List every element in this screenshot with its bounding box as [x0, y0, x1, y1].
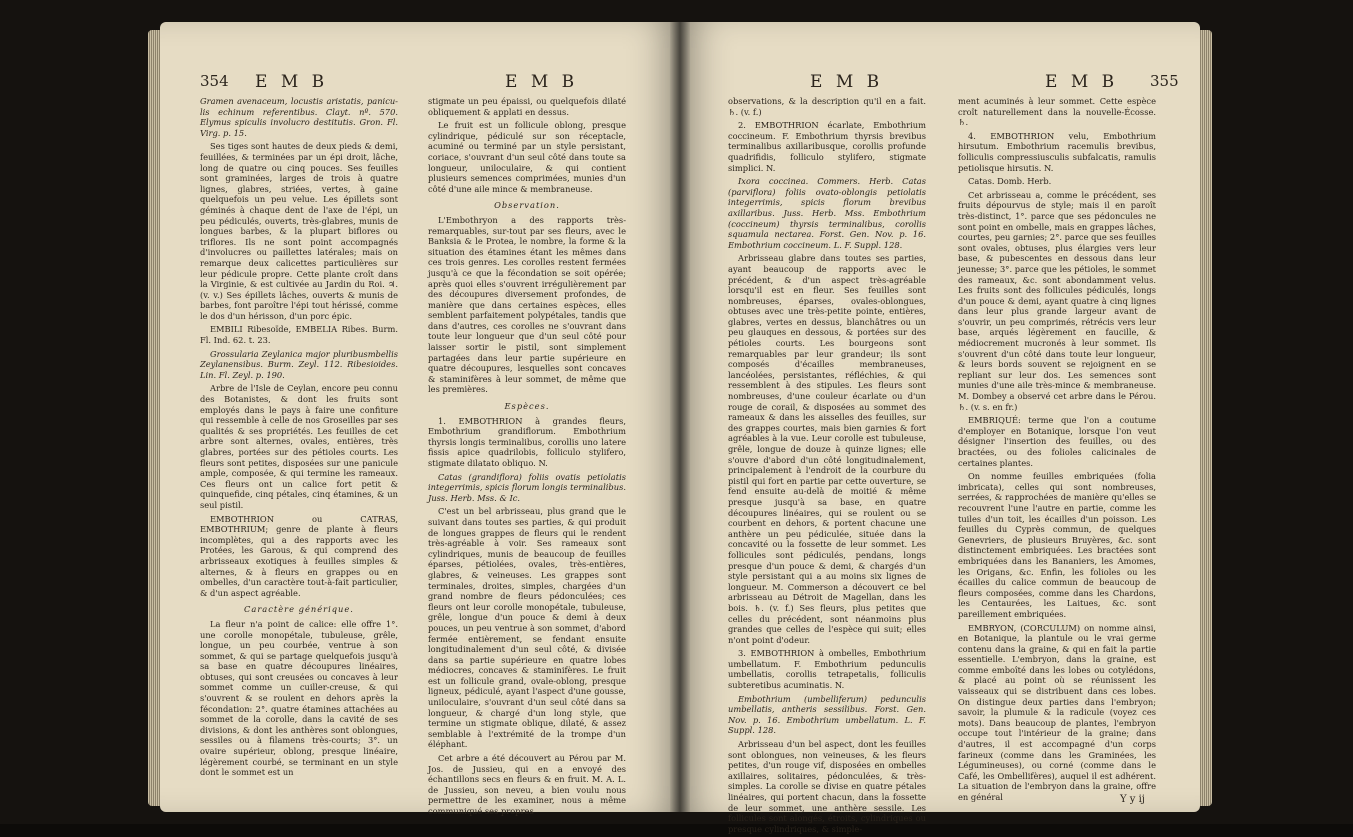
running-header: E M B: [1045, 72, 1119, 92]
paragraph: stigmate un peu épaissi, ou quelquefois dilaté obliquement & applati en dessus.: [428, 96, 626, 117]
paragraph: Grossularia Zeylanica major pluribusmbellis Zeylanensibus. Burm. Zeyl. 112. Ribesioides. Lin. Fl. Zeyl. p. 190.: [200, 348, 398, 380]
paragraph: Catas. Domb. Herb.: [968, 176, 1052, 187]
text-column: [728, 96, 926, 837]
paragraph: Embothrium (umbelliferum) pedunculis umbellatis, antheris sessilibus. Forst. Gen. Nov. p. 16. Embothrium umbellatum. L. F. Suppl. 128.: [728, 693, 926, 736]
page-edges-right: [1200, 30, 1212, 806]
entry-paragraph: EMBILI Ribesoïde, EMBELIA Ribes. Burm. Fl. Ind. 62. t. 23.: [200, 324, 398, 346]
paragraph: L'Embothryon a des rapports très-remarquables, sur-tout par ses fleurs, avec le Banksia & le Protea, le nombre, la forme & la situation des étamines étant les mêmes dans ces trois genres. Les corolles restent fermées jusqu'à ce que la fécondation se soit opérée; après quoi elles s'ouvrent irrégulièrement par des découpures diversement profondes, de manière que dans certaines espèces, elles semblent parfaitement polypétales, tandis que dans d'autres, ces corolles ne s'ouvrant dans toute leur longueur que d'un seul côté pour laisser sortir le pistil, sont simplement partagées dans leur partie supérieure en quatre découpures, lesquelles sont concaves & staminifères à leur sommet, de même que les premières.: [428, 214, 626, 395]
paragraph: Gramen avenaceum, locustis aristatis, panicu-lis echinum referentibus. Clayt. nº. 570. Elymus spiculis involucro destitutis. Gron. Fl. Virg. p. 15.: [200, 96, 398, 138]
signature-mark: Y y ij: [1120, 794, 1145, 805]
page-edges-left: [148, 30, 160, 806]
text-column: [958, 96, 1156, 806]
paragraph: ment acuminés à leur sommet. Cette espèce croît naturellement dans la nouvelle-Écosse. ♄.: [958, 96, 1156, 128]
entry-paragraph: 4. EMBOTHRION velu, Embothrium hirsutum. Embothrium racemulis brevibus, folliculis compressiusculis subfalcatis, ramulis petiolisque hirsutis. N.: [958, 130, 1156, 173]
entry-paragraph: EMBRIQUÉ: terme que l'on a coutume d'employer en Botanique, lorsque l'on veut désigner l'insertion des feuilles, ou des bractées, ou des folioles calicinales de certaines plantes.: [958, 415, 1156, 468]
entry-paragraph: EMBRYON, (CORCULUM) on nomme ainsi, en Botanique, la plantule ou le vrai germe contenu dans la graine, & qui en fait la partie essentielle. L'embryon, dans la graine, est comme emboîté dans les lobes ou cotylédons, & placé au point où se réunissent les vaisseaux qui se distribuent dans ces lobes. On distingue deux parties dans l'embryon; savoir, la plumule & la radicule (voyez ces mots). Dans beaucoup de plantes, l'embryon occupe tout l'intérieur de la graine; dans d'autres, il est accompagné d'un corps farineux (comme dans les Graminées, les Légumineuses), ou corné (comme dans le Café, les Ombellifères), auquel il est adhérent. La situation de l'embryon dans la graine, offre en général: [958, 622, 1156, 802]
paragraph: observations, & la description qu'il en a fait. ♄. (v. f.): [728, 96, 926, 117]
text-column: [200, 96, 398, 781]
paragraph: Ixora coccinea. Commers. Herb. Catas (parviflora) foliis ovato-oblongis petiolatis integerrimis, spicis florum brevibus axillaribus. Juss. Herb. Mss. Embothrium (coccineum) thyrsis terminalibus, corollis squamula nectarea. Forst. Gen. Nov. p. 16. Embothrium coccineum. L. F. Suppl. 128.: [728, 176, 926, 250]
running-header: E M B: [505, 72, 579, 92]
entry-paragraph: 1. EMBOTHRION à grandes fleurs, Embothrium grandiflorum. Embothrium thyrsis longis terminalibus, corollis uno latere fissis apice quadrilobis, folliculo stylifero, stigmate dilatato obliquo. N.: [428, 415, 626, 468]
paragraph: Cet arbrisseau a, comme le précédent, ses fruits dépourvus de style; mais il en paroît très-distinct, 1°. parce que ses pédoncules ne sont point en ombelle, mais en grappes lâches, courtes, peu garnies; 2°. parce que ses feuilles sont ovales, obtuses, plus élargies vers leur base, & pubescentes en dessous dans leur jeunesse; 3°. parce que les pétioles, le sommet des rameaux, &c. sont abondamment velus. Les fruits sont des follicules pédiculés, longs d'un pouce & demi, ayant quatre à cinq lignes dans leur plus grande largeur avant de s'ouvrir, un peu comprimés, rétrécis vers leur base, arqués légèrement en faucille, & médiocrement mucronés à leur sommet. Ils s'ouvrent d'un côté dans toute leur longueur, & leurs bords souvent se rejoignent en se repliant sur leur dos. Les semences sont munies d'une aile très-mince & membraneuse. M. Dombey a observé cet arbre dans le Pérou. ♄. (v. s. en fr.): [958, 189, 1156, 412]
page-number: 354: [200, 72, 229, 90]
text-column: [428, 96, 626, 820]
paragraph: Ses tiges sont hautes de deux pieds & demi, feuillées, & terminées par un épi droit, lâche, long de quatre ou cinq pouces. Ses feuilles sont graminées, larges de trois à quatre lignes, glabres, striées, vertes, à gaine quelquefois un peu velue. Les épillets sont géminés à chaque dent de l'axe de l'épi, un peu pédiculés, ouverts, très-glabres, munis de longues barbes, & la plupart biflores ou triflores. Ils ne sont point accompagnés d'involucres ou paillettes latérales; mais on remarque deux calicettes particulières sur leur pédicule propre. Cette plante croît dans la Virginie, & est cultivée au Jardin du Roi. ♃. (v. v.) Ses épillets lâches, ouverts & munis de barbes, font paroître l'épi tout hérissé, comme le dos d'un hérisson, d'un porc épic.: [200, 141, 398, 321]
paragraph: Arbrisseau glabre dans toutes ses parties, ayant beaucoup de rapports avec le précédent, & d'un aspect très-agréable lorsqu'il est en fleur. Ses feuilles sont nombreuses, éparses, ovales-oblongues, obtuses avec une très-petite pointe, entières, glabres, vertes en dessus, blanchâtres ou un peu glauques en dessous, & portées sur des pétioles courts. Les bourgeons sont remarquables par leur grandeur; ils sont composés d'écailles membraneuses, lancéolées, persistantes, réfléchies, & qui ressemblent à des stipules. Les fleurs sont nombreuses, d'une couleur écarlate ou d'un rouge de corail, & disposées au sommet des rameaux & dans les aisselles des feuilles, sur des grappes courtes, mais bien garnies & fort agréables à la vue. Leur corolle est tubuleuse, grêle, longue de douze à quinze lignes; elle s'ouvre d'abord d'un côté longitudinalement, principalement à l'endroit de la courbure du pistil qui fort en partie par cette ouverture, se fend ensuite au-delà de moitié & même presque jusqu'à sa base, en quatre découpures linéaires, qui se roulent ou se courbent en dehors, & portent chacune une anthère un peu pédiculée, située dans la concavité ou la fossette de leur sommet. Les follicules sont pédiculés, pendans, longs presque d'un pouce & demi, & chargés d'un style persistant qui a au moins six lignes de longueur. M. Commerson a découvert ce bel arbrisseau au Détroit de Magellan, dans les bois. ♄. (v. f.) Ses fleurs, plus petites que celles du précédent, sont néanmoins plus grandes que celles de l'espèce qui suit; elles n'ont point d'odeur.: [728, 253, 926, 645]
entry-paragraph: 2. EMBOTHRION écarlate, Embothrium coccineum. F. Embothrium thyrsis brevibus terminalibus axillaribusque, corollis profunde quadrifidis, folliculo stylifero, stigmate simplici. N.: [728, 120, 926, 173]
running-header: E M B: [810, 72, 884, 92]
paragraph: On nomme feuilles embriquées (folia imbricata), celles qui sont nombreuses, serrées, & rapprochées de manière qu'elles se recouvrent l'une l'autre en partie, comme les tuiles d'un toit, les écailles d'un poisson. Les feuilles du Cyprès commun, de quelques Genevriers, de plusieurs Bruyères, &c. sont distinctement embriquées. Les bractées sont embriquées dans les Bananiers, les Amomes, les Origans, &c. Enfin, les folioles ou les écailles du calice commun de beaucoup de fleurs composées, comme dans les Chardons, les Centaurées, les Laitues, &c. sont pareillement embriquées.: [958, 471, 1156, 619]
right-page: [680, 22, 1200, 834]
page-number: 355: [1150, 72, 1179, 90]
section-heading: Espèces.: [504, 401, 550, 412]
entry-paragraph: EMBOTHRION ou CATRAS, EMBOTHRIUM; genre de plante à fleurs incomplètes, qui a des rapports avec les Protées, les Garous, & qui comprend des arbrisseaux exotiques à feuilles simples & alternes, & à fleurs en grappes ou en ombelles, d'un caractère tout-à-fait particulier, & d'un aspect agréable.: [200, 513, 398, 598]
left-page: [160, 22, 680, 816]
paragraph: Catas (grandiflora) foliis ovatis petiolatis integerrimis, spicis florum longis terminalibus. Juss. Herb. Mss. & Ic.: [428, 471, 626, 503]
section-heading: Caractère générique.: [244, 604, 354, 615]
paragraph: Cet arbre a été découvert au Pérou par M. Jos. de Jussieu, qui en a envoyé des échantillons secs en fleurs & en fruit. M. A. L. de Jussieu, son neveu, a bien voulu nous permettre de les examiner, nous a même communiqué ses propres: [428, 753, 626, 816]
paragraph: Arbrisseau d'un bel aspect, dont les feuilles sont oblongues, non veineuses, & les fleurs petites, d'un rouge vif, disposées en ombelles axillaires, solitaires, pédonculées, & très-simples. La corolle se divise en quatre pétales linéaires, qui portent chacun, dans la fossette de leur sommet, une anthère sessile. Les follicules sont alongés, étroits, cylindriques ou presque cylindriques, & simple-: [728, 739, 926, 834]
entry-paragraph: 3. EMBOTHRION à ombelles, Embothrium umbellatum. F. Embothrium pedunculis umbellatis, corollis tetrapetalis, folliculis subteretibus acuminatis. N.: [728, 648, 926, 691]
book-gutter: [670, 22, 690, 812]
paragraph: La fleur n'a point de calice: elle offre 1°. une corolle monopétale, tubuleuse, grêle, longue, un peu courbée, ventrue à son sommet, & qui se partage quelquefois jusqu'à sa base en quatre découpures linéaires, obtuses, qui sont creusées ou concaves à leur sommet comme un cuiller-creuse, & qui s'ouvrent & se roulent en dehors après la fécondation: 2°. quatre étamines attachées au sommet de la corolle, dans la cavité de ses divisions, & dont les anthères sont oblongues, sessiles ou à filamens très-courts; 3°. un ovaire supérieur, oblong, presque linéaire, légèrement courbé, se terminant en un style dont le sommet est un: [200, 618, 398, 778]
section-heading: Observation.: [494, 200, 560, 211]
paragraph: C'est un bel arbrisseau, plus grand que le suivant dans toutes ses parties, & qui produit de longues grappes de fleurs qui le rendent très-agréable à voir. Ses rameaux sont cylindriques, munis de beaucoup de feuilles éparses, pétiolées, ovales, très-entières, glabres, & veineuses. Les grappes sont terminales, droites, simples, chargées d'un grand nombre de fleurs pédonculées; ces fleurs ont leur corolle monopétale, tubuleuse, grêle, longue d'un pouce & demi à deux pouces, un peu ventrue à son sommet, d'abord fermée entièrement, se fendant ensuite longitudinalement d'un seul côté, & divisée dans sa partie supérieure en quatre lobes médiocres, concaves & staminifères. Le fruit est un follicule grand, ovale-oblong, presque ligneux, pédiculé, ayant l'aspect d'une gousse, uniloculaire, s'ouvrant d'un seul côté dans sa longueur, & chargé d'un long style, que termine un stigmate oblique, dilaté, & assez semblable à l'extrémité de la trompe d'un éléphant.: [428, 506, 626, 750]
paragraph: Le fruit est un follicule oblong, presque cylindrique, pédiculé sur son réceptacle, acuminé ou terminé par un style persistant, coriace, s'ouvrant d'un seul côté dans toute sa longueur, uniloculaire, & qui contient plusieurs semences comprimées, munies d'un côté d'une aile mince & membraneuse.: [428, 120, 626, 194]
paragraph: Arbre de l'Isle de Ceylan, encore peu connu des Botanistes, & dont les fruits sont employés dans le pays à faire une confiture qui ressemble à celle de nos Groseilles par ses qualités & ses propriétés. Les feuilles de cet arbre sont alternes, ovales, entières, très glabres, portées sur des pétioles courts. Les fleurs sont petites, disposées sur une panicule ample, composée, & qui termine les rameaux. Ces fleurs ont un calice fort petit & quinquefide, cinq pétales, cinq étamines, & un seul pistil.: [200, 383, 398, 510]
running-header: E M B: [255, 72, 329, 92]
